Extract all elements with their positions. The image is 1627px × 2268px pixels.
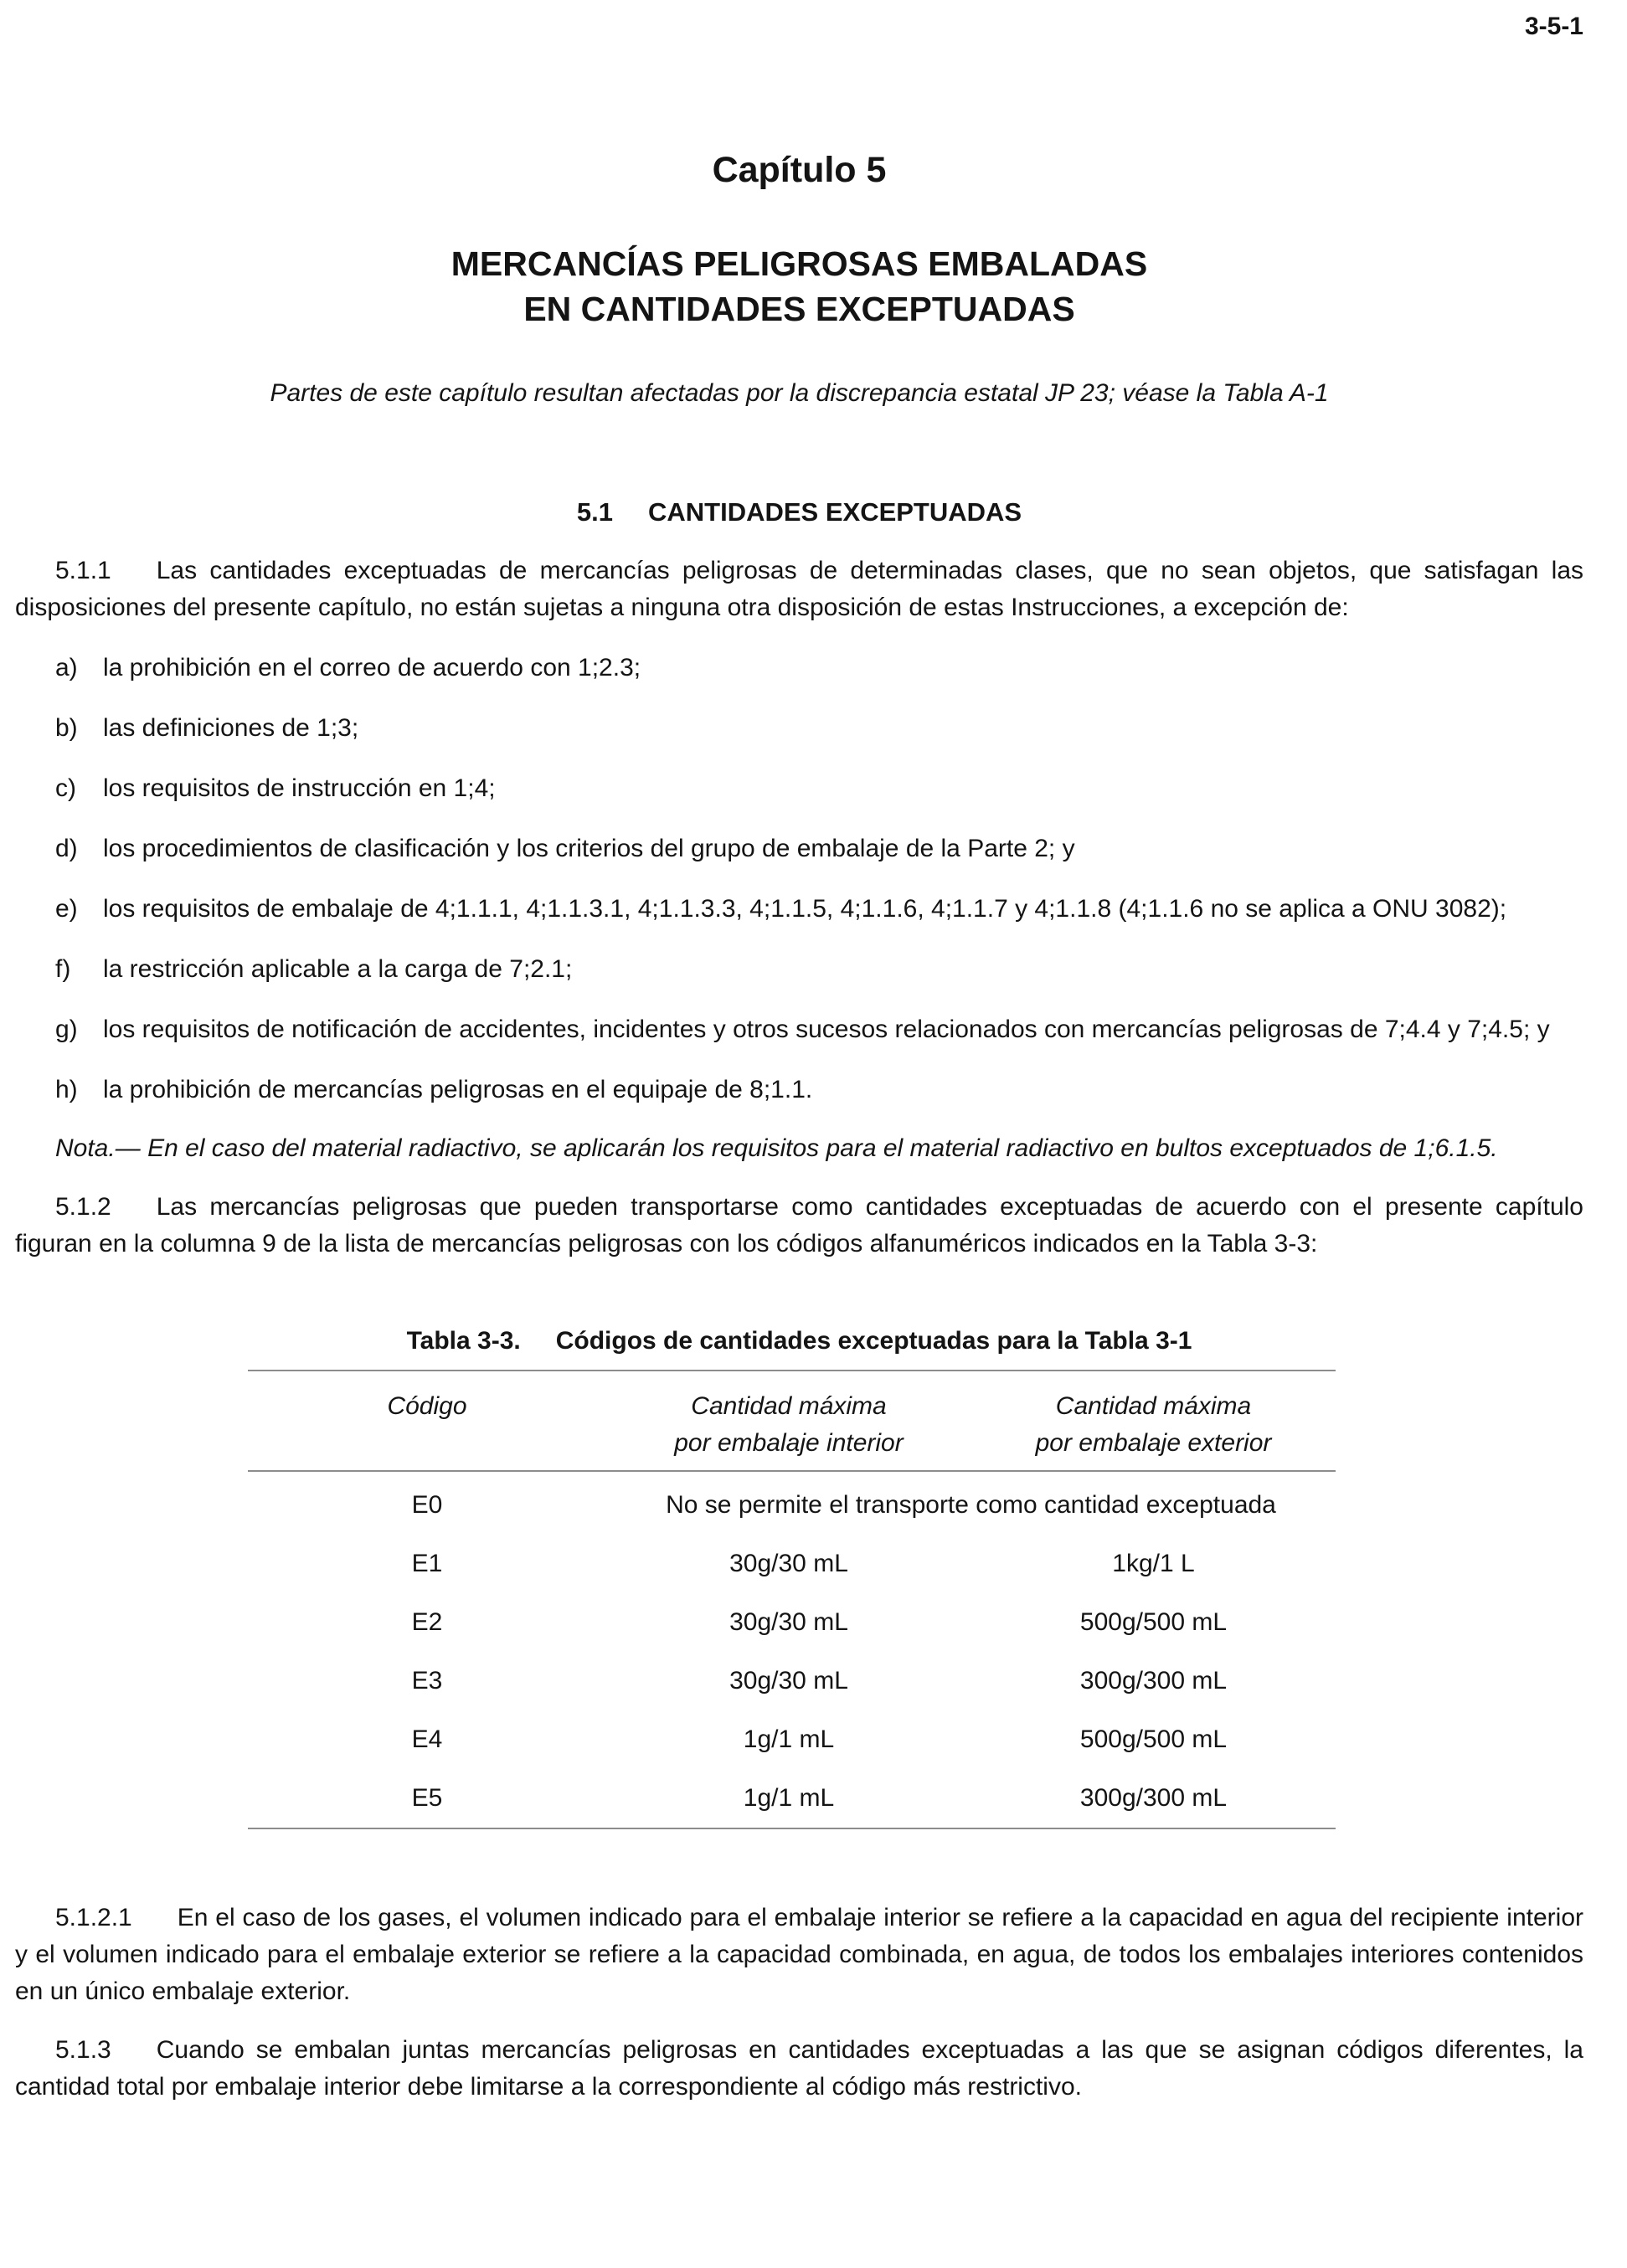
list-item-label: g) <box>55 1016 78 1043</box>
table-header <box>248 1371 1336 1471</box>
excepted-quantities-table <box>248 1370 1336 1829</box>
table-caption-label: Tabla 3-3. <box>406 1327 521 1355</box>
header-inner-line2: por embalaje interior <box>674 1429 904 1457</box>
discrepancy-note: Partes de este capítulo resultan afectadas por la discrepancia estatal JP 23; véase la Tabla A-1 <box>270 379 1329 407</box>
header-outer-line1: Cantidad máxima <box>1055 1392 1252 1420</box>
paragraph-text: Las cantidades exceptuadas de mercancías peligrosas de determinadas clases, que no sean objetos, que satisfagan las disposiciones del presente capítulo, no están sujetas a ninguna otra disposición de estas Instrucciones, a excepción de: <box>15 557 1583 621</box>
paragraph-text: En el caso de los gases, el volumen indicado para el embalaje interior se refiere a la capacidad en agua del recipiente interior y el volumen indicado para el embalaje exterior se refiere a la capacidad combinada, en agua, de todos los embalajes interiores contenidos en un único embalaje exterior. <box>15 1904 1583 2005</box>
header-inner <box>606 1371 971 1471</box>
list-item <box>55 1072 1583 1108</box>
list-item <box>55 650 1583 687</box>
outer-qty-cell: 300g/300 mL <box>1079 1667 1228 1695</box>
note-paragraph <box>15 1130 1583 1167</box>
table-caption <box>15 1323 1583 1360</box>
table-row <box>248 1535 1336 1593</box>
header-outer <box>971 1371 1336 1471</box>
paragraph-text: Las mercancías peligrosas que pueden transportarse como cantidades exceptuadas de acuerdo con el presente capítulo figuran en la columna 9 de la lista de mercancías peligrosas con los códigos alfanuméricos indicados en la Tabla 3-3: <box>15 1193 1583 1257</box>
list-item-text: la prohibición en el correo de acuerdo con 1;2.3; <box>103 654 641 681</box>
code-cell: E3 <box>411 1667 443 1695</box>
outer-qty-cell: 500g/500 mL <box>1079 1725 1228 1753</box>
list-item <box>55 951 1583 988</box>
list-item <box>55 1011 1583 1048</box>
header-code: Código <box>387 1392 467 1420</box>
paragraph-5-1-2-1 <box>15 1900 1583 2010</box>
code-cell: E5 <box>411 1784 443 1812</box>
list-item-text: los requisitos de instrucción en 1;4; <box>103 774 496 802</box>
list-item-text: los requisitos de notificación de accidentes, incidentes y otros sucesos relacionados con mercancías peligrosas de 7;4.4 y 7;4.5; y <box>103 1016 1550 1043</box>
section-heading <box>15 494 1583 531</box>
section-heading-number: 5.1 <box>576 497 613 527</box>
paragraph-5-1-3 <box>15 2032 1583 2106</box>
note-text: En el caso del material radiactivo, se aplicarán los requisitos para el material radiactivo en bultos exceptuados de 1;6.1.5. <box>147 1134 1498 1162</box>
paragraph-5-1-2 <box>15 1189 1583 1263</box>
chapter-title: Capítulo 5 <box>712 150 887 190</box>
page-number: 3-5-1 <box>1524 13 1583 40</box>
list-item-text: los requisitos de embalaje de 4;1.1.1, 4;1.1.3.1, 4;1.1.3.3, 4;1.1.5, 4;1.1.6, 4;1.1.7 y 4;1.1.8 (4;1.1.6 no se aplica a ONU 3082); <box>103 895 1507 923</box>
list-item-text: los procedimientos de clasificación y los criterios del grupo de embalaje de la Parte 2; y <box>103 835 1075 862</box>
list-item <box>55 770 1583 807</box>
paragraph-number: 5.1.3 <box>55 2036 111 2064</box>
paragraph-text: Cuando se embalan juntas mercancías peligrosas en cantidades exceptuadas a las que se asignan códigos diferentes, la cantidad total por embalaje interior debe limitarse a la correspondiente al código más restrictivo. <box>15 2036 1583 2101</box>
table-row <box>248 1593 1336 1652</box>
note-label: Nota.— <box>55 1134 141 1162</box>
outer-qty-cell: 300g/300 mL <box>1079 1784 1228 1812</box>
list-item-label: c) <box>55 774 76 802</box>
list-item-label: f) <box>55 955 71 983</box>
outer-qty-cell: 500g/500 mL <box>1079 1608 1228 1636</box>
list-item-text: la prohibición de mercancías peligrosas en el equipaje de 8;1.1. <box>103 1076 813 1103</box>
paragraph-number: 5.1.1 <box>55 557 111 584</box>
table-body <box>248 1471 1336 1828</box>
section-heading-title: CANTIDADES EXCEPTUADAS <box>648 497 1022 527</box>
inner-qty-cell: 1g/1 mL <box>743 1725 835 1753</box>
header-outer-line2: por embalaje exterior <box>1035 1429 1272 1457</box>
paragraph-5-1-1 <box>15 553 1583 626</box>
table-row <box>248 1769 1336 1828</box>
list-item-label: e) <box>55 895 78 923</box>
main-title-line1: MERCANCÍAS PELIGROSAS EMBALADAS <box>451 244 1148 283</box>
exceptions-list <box>55 650 1583 1108</box>
code-cell: E4 <box>411 1725 443 1753</box>
list-item-label: b) <box>55 714 78 742</box>
list-item <box>55 710 1583 747</box>
list-item <box>55 891 1583 928</box>
list-item-label: a) <box>55 654 78 681</box>
paragraph-number: 5.1.2 <box>55 1193 111 1221</box>
list-item-text: las definiciones de 1;3; <box>103 714 359 742</box>
outer-qty-cell: 1kg/1 L <box>1112 1550 1195 1577</box>
list-item-label: h) <box>55 1076 78 1103</box>
inner-qty-cell: 30g/30 mL <box>729 1608 848 1636</box>
list-item <box>55 831 1583 867</box>
code-cell: E0 <box>411 1491 443 1519</box>
table-caption-text: Códigos de cantidades exceptuadas para la Tabla 3-1 <box>555 1327 1192 1355</box>
table-row <box>248 1710 1336 1769</box>
inner-qty-cell: 1g/1 mL <box>743 1784 835 1812</box>
inner-qty-cell: 30g/30 mL <box>729 1667 848 1695</box>
code-cell: E1 <box>411 1550 443 1577</box>
list-item-label: d) <box>55 835 78 862</box>
main-title <box>15 241 1583 332</box>
header-inner-line1: Cantidad máxima <box>691 1392 887 1420</box>
paragraph-number: 5.1.2.1 <box>55 1904 132 1931</box>
table-header-row <box>248 1371 1336 1471</box>
table-row <box>248 1652 1336 1710</box>
e0-span-cell: No se permite el transporte como cantidad exceptuada <box>666 1491 1276 1519</box>
code-cell: E2 <box>411 1608 443 1636</box>
main-title-line2: EN CANTIDADES EXCEPTUADAS <box>523 290 1075 328</box>
table-row-e0 <box>248 1471 1336 1535</box>
list-item-text: la restricción aplicable a la carga de 7;2.1; <box>103 955 573 983</box>
inner-qty-cell: 30g/30 mL <box>729 1550 848 1577</box>
